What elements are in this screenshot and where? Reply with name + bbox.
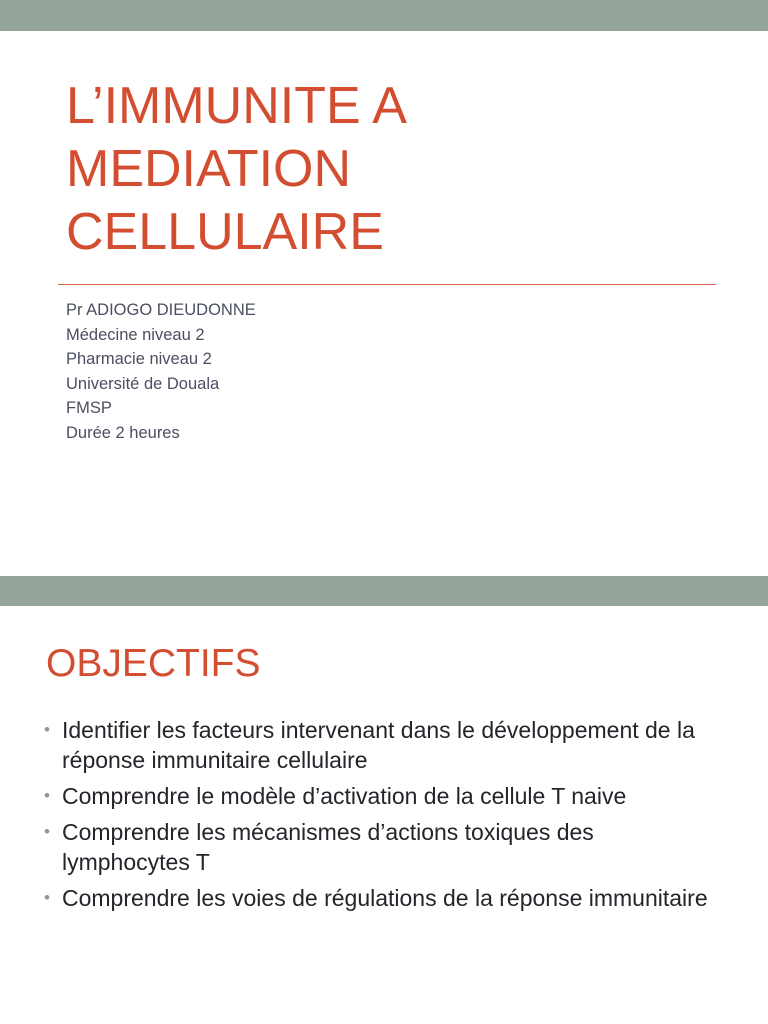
- bullet-dot-icon: •: [44, 720, 50, 739]
- bullet-dot-icon: •: [44, 786, 50, 805]
- objective-text: Comprendre les mécanismes d’actions toxiques des lymphocytes T: [62, 819, 594, 875]
- subtitle-line: Pr ADIOGO DIEUDONNE: [66, 301, 256, 319]
- subtitle-line: Durée 2 heures: [66, 423, 180, 442]
- title-divider: [58, 284, 716, 285]
- objective-item: [44, 781, 724, 811]
- objective-text: Identifier les facteurs intervenant dans le développement de la réponse immunitaire cellulaire: [62, 717, 695, 773]
- slide1-title: [66, 75, 706, 264]
- slide-separator-band: [0, 576, 768, 606]
- objective-item: [44, 883, 724, 913]
- bullet-dot-icon: •: [44, 822, 50, 841]
- slide1-subtitle: [66, 298, 256, 445]
- objective-item: [44, 817, 724, 877]
- subtitle-line: FMSP: [66, 399, 112, 417]
- title-line: CELLULAIRE: [66, 203, 384, 261]
- subtitle-line: Médecine niveau 2: [66, 325, 205, 344]
- subtitle-line: Pharmacie niveau 2: [66, 350, 212, 368]
- top-decorative-band: [0, 0, 768, 31]
- title-line: L’IMMUNITE A: [66, 77, 407, 135]
- slide2-title: OBJECTIFS: [46, 642, 261, 685]
- subtitle-line: Université de Douala: [66, 374, 220, 393]
- objective-text: Comprendre le modèle d’activation de la cellule T naive: [62, 783, 627, 809]
- objective-text: Comprendre les voies de régulations de la réponse immunitaire: [62, 885, 708, 911]
- objectives-list: [44, 715, 724, 913]
- title-line: MEDIATION: [66, 140, 352, 198]
- objective-item: [44, 715, 724, 775]
- bullet-dot-icon: •: [44, 888, 50, 907]
